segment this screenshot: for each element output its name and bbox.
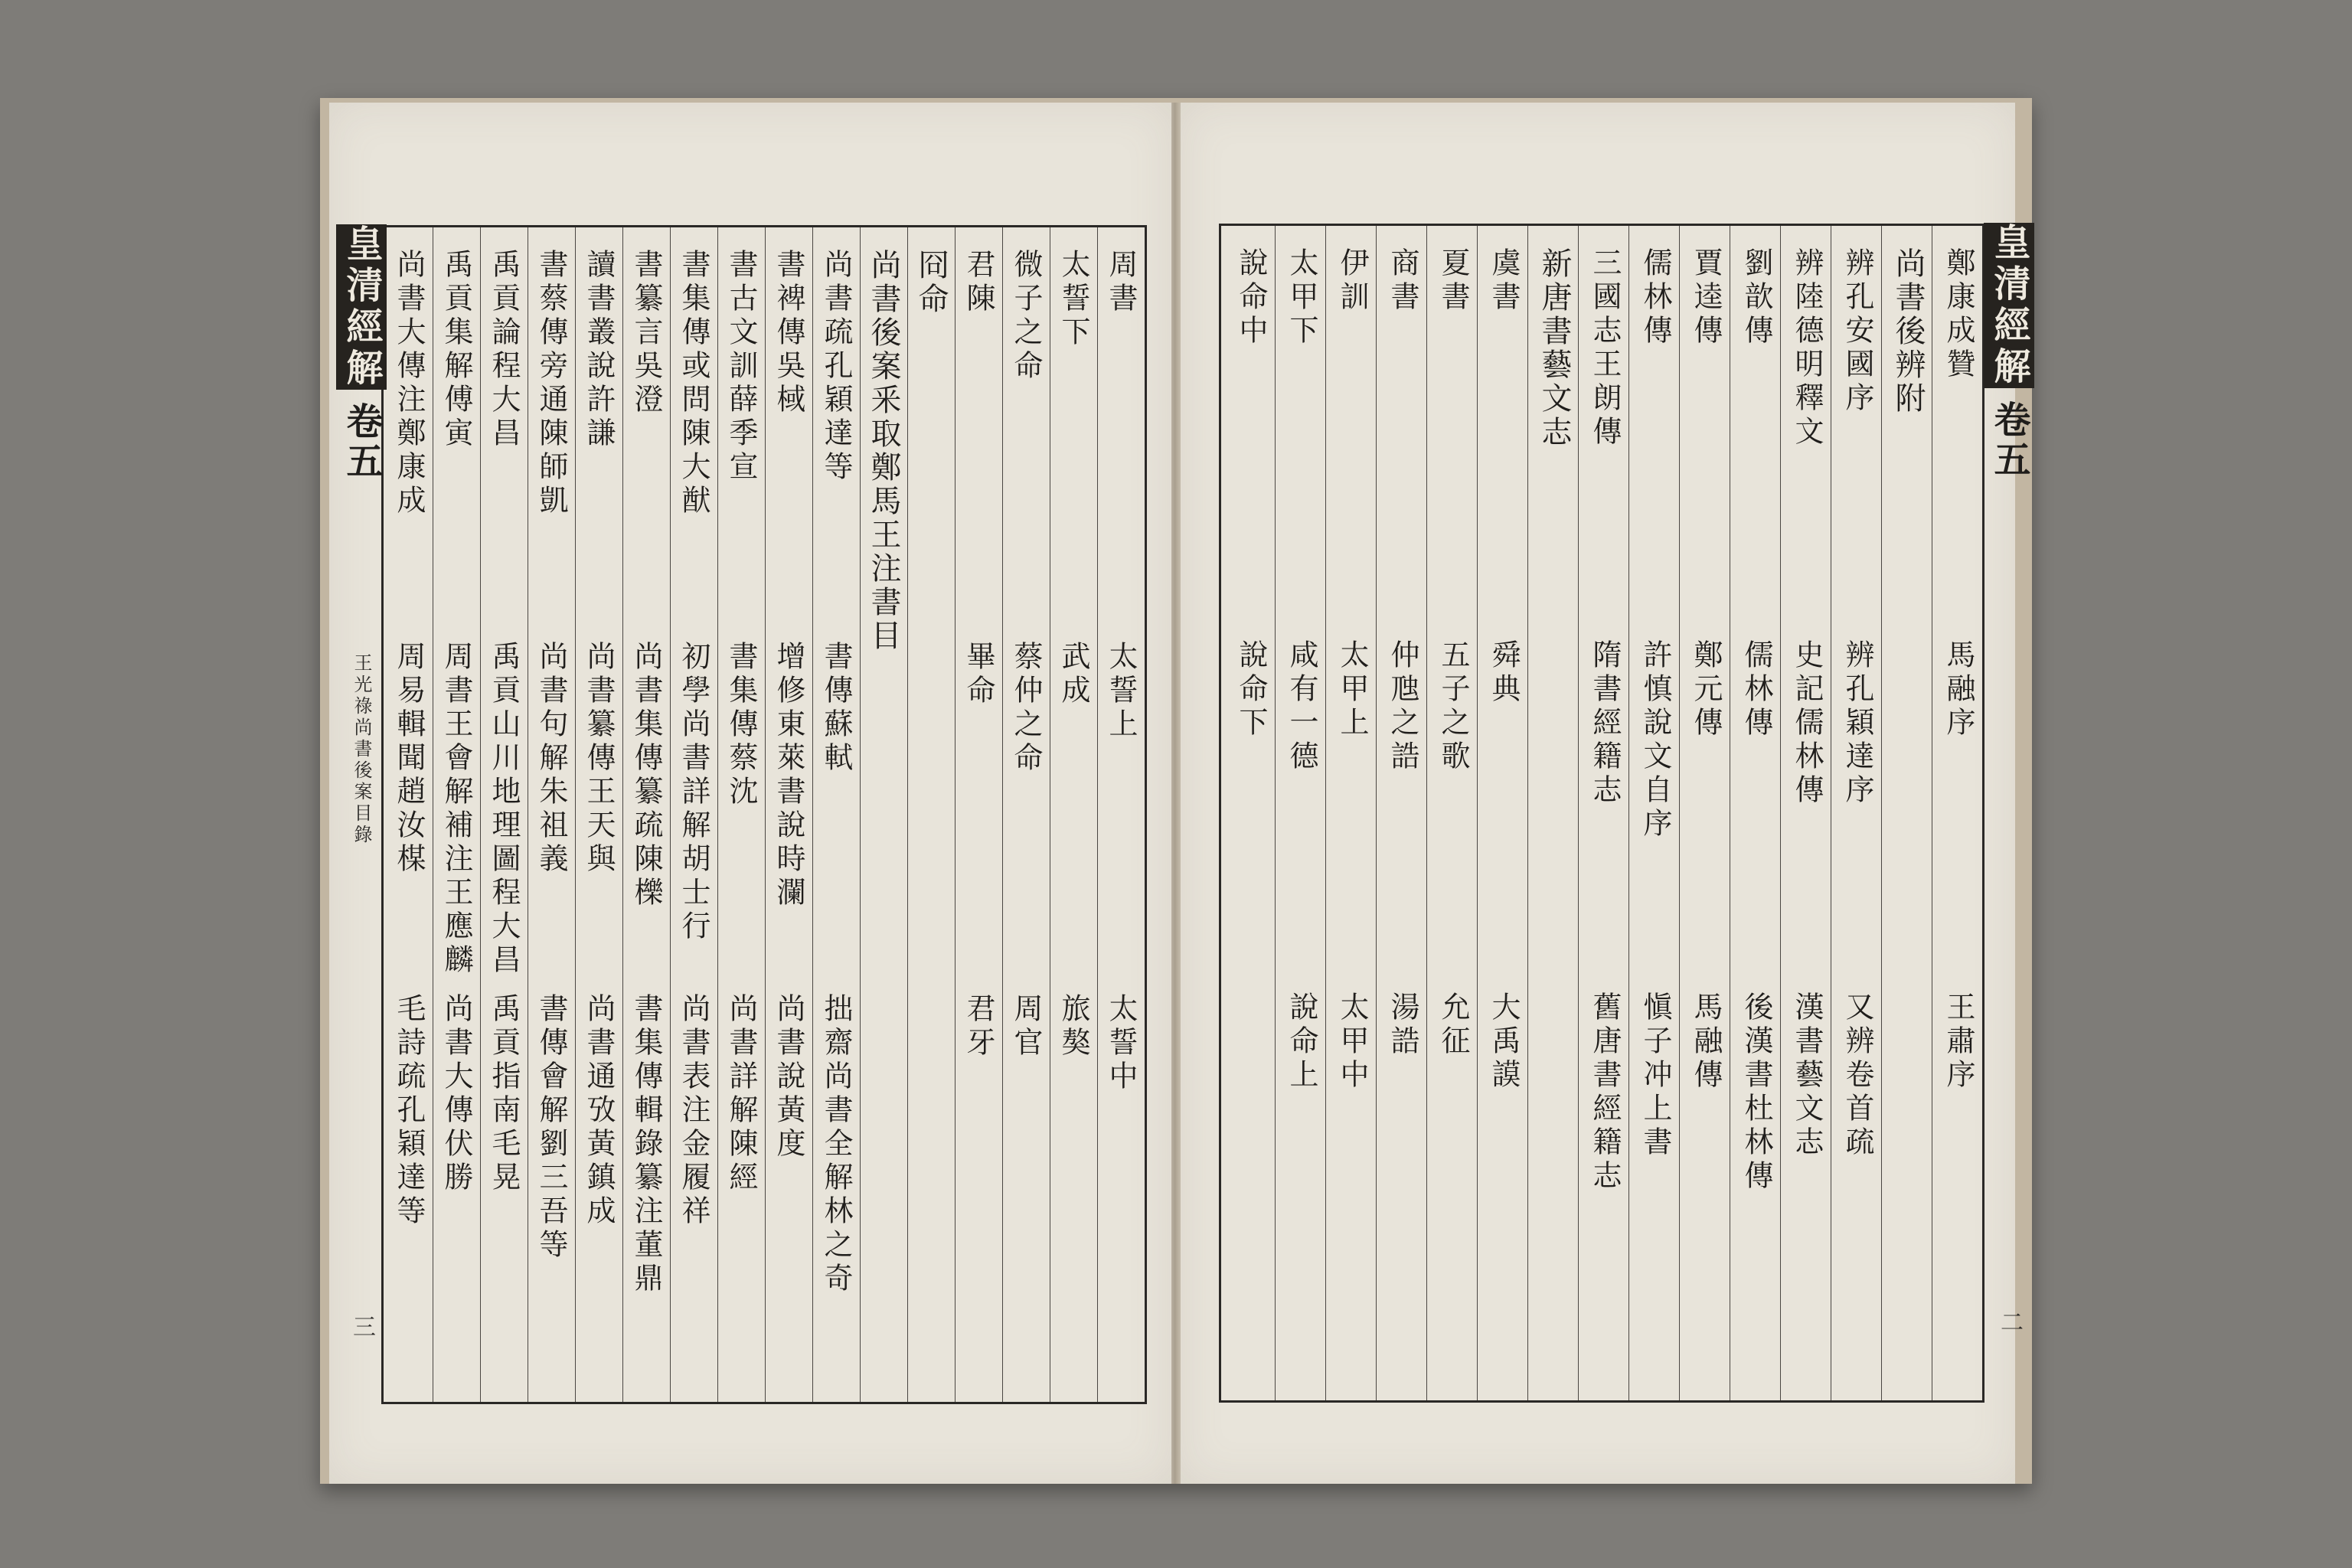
left-entry: 太誓中	[1104, 993, 1138, 1094]
left-column	[717, 227, 765, 1402]
left-entry: 旅獒	[1057, 993, 1090, 1060]
right-entry: 虞書	[1487, 247, 1521, 315]
left-entry: 尚書纂傳王天與	[582, 641, 616, 877]
left-page-number: 三	[348, 1315, 375, 1338]
right-text-frame	[1219, 223, 2030, 1403]
right-entry: 商書	[1386, 247, 1419, 315]
right-column	[1578, 226, 1628, 1400]
right-column	[1831, 226, 1881, 1400]
right-entry: 鄭康成贊	[1942, 247, 1975, 382]
left-entry: 初學尚書詳解胡士行	[677, 641, 710, 944]
left-column	[860, 227, 907, 1402]
left-entry: 尚書集傳纂疏陳櫟	[629, 641, 663, 910]
right-entry: 賈逵傳	[1689, 247, 1723, 348]
right-entry: 大禹謨	[1487, 991, 1521, 1093]
right-column	[1780, 226, 1831, 1400]
left-entry: 尚書表注金履祥	[677, 993, 710, 1229]
right-entry: 漢書藝文志	[1790, 991, 1824, 1160]
right-entry: 仲虺之誥	[1386, 639, 1419, 774]
left-entry: 書蔡傳旁通陳師凱	[534, 249, 568, 518]
right-entry: 說命上	[1285, 991, 1318, 1093]
left-entry: 周官	[1009, 993, 1043, 1060]
left-edge-subtitle: 王光祿尚書後案目錄	[351, 653, 372, 846]
right-edge-volume: 卷五	[1988, 400, 2030, 480]
left-entry: 君牙	[962, 993, 995, 1060]
left-column	[385, 227, 433, 1402]
right-entry: 舊唐書經籍志	[1588, 991, 1622, 1194]
left-column	[955, 227, 1002, 1402]
right-entry: 鄭元傳	[1689, 639, 1723, 740]
left-entry: 君陳	[962, 249, 995, 316]
left-entry: 禹貢集解傅寅	[439, 249, 473, 451]
right-entry: 三國志王朗傳	[1588, 247, 1622, 449]
right-entry: 舜典	[1487, 639, 1521, 707]
left-entry: 禹貢山川地理圖程大昌	[487, 641, 521, 978]
left-column	[575, 227, 622, 1402]
right-entry: 太甲上	[1335, 639, 1369, 740]
left-entry: 尚書大傳注鄭康成	[392, 249, 426, 518]
left-column	[433, 227, 480, 1402]
left-entry: 增修東萊書說時瀾	[772, 641, 805, 910]
left-entry: 書裨傳吳棫	[772, 249, 805, 417]
right-entry: 咸有一德	[1285, 639, 1318, 774]
right-column	[1881, 226, 1932, 1400]
right-entry: 辨孔安國序	[1841, 247, 1874, 416]
left-entry: 書傳會解劉三吾等	[534, 993, 568, 1263]
right-entry: 說命下	[1234, 639, 1268, 740]
left-entry: 書集傳或問陳大猷	[677, 249, 710, 518]
right-entry: 太甲下	[1285, 247, 1318, 348]
left-entry: 讀書叢說許謙	[582, 249, 616, 451]
right-edge-column	[1984, 223, 2034, 1400]
right-column	[1932, 226, 1982, 1400]
right-entry: 新唐書藝文志	[1537, 247, 1572, 449]
left-column	[1050, 227, 1097, 1402]
right-page-number: 二	[1996, 1310, 2023, 1333]
right-entry: 伊訓	[1335, 247, 1369, 315]
left-entry: 蔡仲之命	[1009, 641, 1043, 776]
left-entry: 周易輯聞趙汝楳	[392, 641, 426, 877]
left-edge-column	[336, 224, 387, 1402]
left-edge-banner: 皇清經解	[336, 224, 387, 390]
left-page	[329, 103, 1171, 1484]
right-entry: 劉歆傳	[1740, 247, 1773, 348]
right-column	[1426, 226, 1477, 1400]
left-entry: 太誓上	[1104, 641, 1138, 742]
right-entry: 湯誥	[1386, 991, 1419, 1059]
right-entry: 愼子冲上書	[1638, 991, 1672, 1160]
left-entry: 尚書詳解陳經	[724, 993, 758, 1195]
left-entry: 毛詩疏孔穎達等	[392, 993, 426, 1229]
left-entry: 書集傳蔡沈	[724, 641, 758, 809]
right-entry: 馬融序	[1942, 639, 1975, 740]
right-entry: 辨孔穎達序	[1841, 639, 1874, 808]
right-entry: 後漢書杜林傳	[1740, 991, 1773, 1194]
left-entry: 冏命	[913, 249, 949, 316]
right-entry: 王肅序	[1942, 991, 1975, 1093]
right-entry: 允征	[1436, 991, 1470, 1059]
right-entry: 史記儒林傳	[1790, 639, 1824, 808]
left-column	[480, 227, 528, 1402]
right-entry: 說命中	[1234, 247, 1268, 348]
right-entry: 又辨卷首疏	[1841, 991, 1874, 1160]
left-entry: 尚書後案釆取鄭馬王注書目	[866, 249, 901, 653]
left-entry: 拙齋尚書全解林之奇	[819, 993, 853, 1296]
right-column	[1325, 226, 1376, 1400]
right-column	[1527, 226, 1578, 1400]
left-entry: 書纂言吳澄	[629, 249, 663, 417]
right-entry: 夏書	[1436, 247, 1470, 315]
left-entry: 微子之命	[1009, 249, 1043, 384]
right-column	[1275, 226, 1325, 1400]
right-entry: 馬融傳	[1689, 991, 1723, 1093]
left-edge-volume: 卷五	[340, 402, 383, 482]
left-entry: 尚書大傳伏勝	[439, 993, 473, 1195]
right-column	[1376, 226, 1426, 1400]
right-edge-banner: 皇清經解	[1984, 223, 2034, 388]
left-column	[907, 227, 955, 1402]
left-entry: 禹貢論程大昌	[487, 249, 521, 451]
left-entry: 武成	[1057, 641, 1090, 708]
left-entry: 書傳蘇軾	[819, 641, 853, 776]
right-entry: 五子之歌	[1436, 639, 1470, 774]
left-column	[812, 227, 860, 1402]
right-column	[1679, 226, 1730, 1400]
right-column	[1477, 226, 1527, 1400]
left-entry: 尚書通攷黃鎮成	[582, 993, 616, 1229]
left-column	[670, 227, 717, 1402]
right-page	[1181, 103, 2030, 1484]
left-column	[1097, 227, 1145, 1402]
right-entry: 許慎說文自序	[1638, 639, 1672, 841]
right-entry: 太甲中	[1335, 991, 1369, 1093]
left-entry: 畢命	[962, 641, 995, 708]
right-entry: 辨陸德明釋文	[1790, 247, 1824, 449]
left-column	[622, 227, 670, 1402]
left-column	[528, 227, 575, 1402]
left-entry: 書古文訓薛季宣	[724, 249, 758, 485]
left-entry: 禹貢指南毛晃	[487, 993, 521, 1195]
right-column	[1224, 226, 1275, 1400]
right-entry: 尚書後辨附	[1890, 247, 1926, 416]
left-entry: 周書	[1104, 249, 1138, 316]
left-entry: 尚書句解朱祖義	[534, 641, 568, 877]
right-entry: 隋書經籍志	[1588, 639, 1622, 808]
left-column	[765, 227, 812, 1402]
right-column	[1628, 226, 1679, 1400]
left-column	[1002, 227, 1050, 1402]
left-entry: 太誓下	[1057, 249, 1090, 350]
left-entry: 尚書說黃度	[772, 993, 805, 1161]
right-entry: 儒林傳	[1740, 639, 1773, 740]
right-entry: 儒林傳	[1638, 247, 1672, 348]
left-entry: 周書王會解補注王應麟	[439, 641, 473, 978]
left-text-frame	[340, 224, 1147, 1404]
right-column	[1730, 226, 1780, 1400]
left-entry: 書集傳輯錄纂注董鼎	[629, 993, 663, 1296]
left-entry: 尚書疏孔穎達等	[819, 249, 853, 485]
